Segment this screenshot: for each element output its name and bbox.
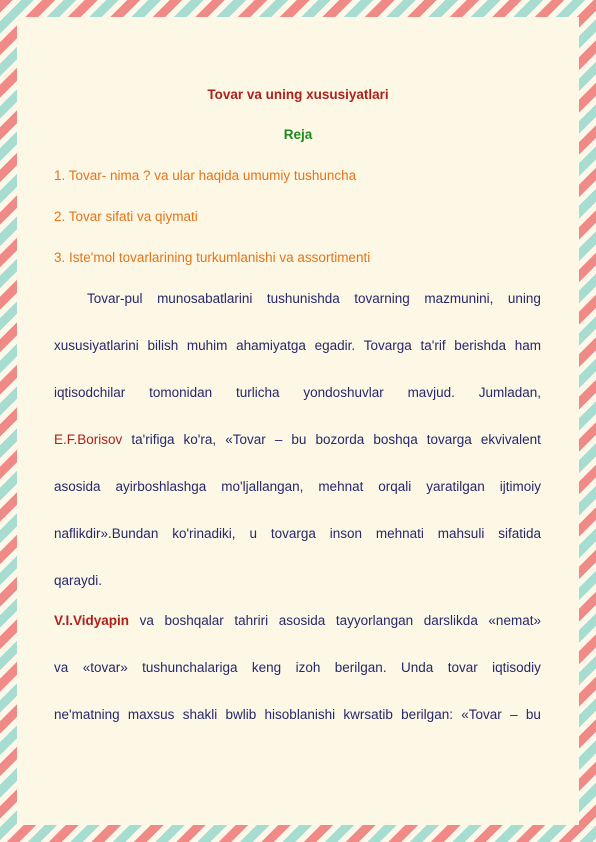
word: «Tovar — [461, 707, 502, 722]
word: ham — [514, 338, 541, 353]
plan-item-1: 1. Tovar- nima ? va ular haqida umumiy tushuncha — [54, 168, 357, 183]
word: shakli — [182, 707, 218, 722]
word: muhim — [186, 338, 228, 353]
paragraph-1-line-3 — [54, 384, 541, 402]
word: tushunishda — [266, 291, 340, 306]
word: yondoshuvlar — [303, 385, 384, 400]
paragraph-1-line-5 — [54, 478, 541, 496]
paragraph-2-line-1 — [54, 612, 541, 630]
word: tovar — [447, 660, 478, 675]
author-borisov: E.F.Borisov — [54, 432, 123, 447]
word: – — [510, 707, 518, 722]
word: munosabatlarini — [157, 291, 253, 306]
word: va — [54, 660, 69, 675]
plan-heading: Reja — [283, 127, 313, 142]
word: sifatida — [498, 526, 541, 541]
document-page — [17, 17, 579, 825]
word: ahamiyatga — [236, 338, 306, 353]
word: «nemat» — [488, 613, 541, 628]
word: hisoblanishi — [264, 707, 336, 722]
word: boshqa — [373, 432, 418, 447]
word: inson — [329, 526, 363, 541]
word: bozorda — [315, 432, 365, 447]
word: ekvivalent — [480, 432, 541, 447]
plan-item-2: 2. Tovar sifati va qiymati — [54, 209, 198, 224]
word: bu — [291, 432, 307, 447]
word: xususiyatlarini — [54, 338, 139, 353]
word: ta'rif — [420, 338, 446, 353]
word: tushunchalariga — [142, 660, 238, 675]
word: mahsuli — [437, 526, 485, 541]
word: turlicha — [236, 385, 280, 400]
paragraph-2-line-2 — [54, 659, 541, 677]
paragraph-1-line-4 — [54, 431, 541, 449]
word: mazmunini, — [424, 291, 494, 306]
word: Unda — [401, 660, 434, 675]
word: Jumladan, — [478, 385, 541, 400]
word: mehnat — [318, 479, 364, 494]
word: ko'rinadiki, — [172, 526, 236, 541]
word: tovarga — [426, 432, 472, 447]
word: – — [274, 432, 283, 447]
word: tahriri — [234, 613, 269, 628]
word: uning — [507, 291, 541, 306]
word: u — [249, 526, 257, 541]
plan-item-3: 3. Iste'mol tovarlarining turkumlanishi va assortimenti — [54, 250, 371, 265]
word: darslikda — [423, 613, 478, 628]
word: asosida — [54, 479, 101, 494]
word: mavjud. — [407, 385, 455, 400]
word: tovarga — [270, 526, 316, 541]
word: keng — [251, 660, 282, 675]
word: orqali — [378, 479, 412, 494]
word: naflikdir».Bundan — [54, 526, 159, 541]
word: Tovar-pul — [87, 291, 143, 306]
word: mo'ljallangan, — [221, 479, 304, 494]
word: «tovar» — [82, 660, 128, 675]
paragraph-1-line-6 — [54, 525, 541, 543]
word: mehnati — [375, 526, 424, 541]
author-vidyapin: V.I.Vidyapin — [54, 613, 130, 628]
word: iqtisodchilar — [54, 385, 126, 400]
word: tomonidan — [149, 385, 213, 400]
word: ta'rifiga — [131, 432, 175, 447]
word: ko'ra, — [183, 432, 217, 447]
word: berishda — [454, 338, 507, 353]
paragraph-1-line-1 — [87, 290, 541, 308]
word: yaratilgan — [426, 479, 485, 494]
word: ayirboshlashga — [115, 479, 207, 494]
word: ijtimoiy — [499, 479, 541, 494]
word: berilgan. — [334, 660, 387, 675]
document-title: Tovar va uning xususiyatlari — [207, 87, 389, 102]
word: berilgan: — [401, 707, 453, 722]
word: tayyorlangan — [335, 613, 414, 628]
paragraph-1-line-2 — [54, 337, 541, 355]
word: izoh — [295, 660, 321, 675]
paragraph-2-line-3 — [54, 706, 541, 724]
word: iqtisodiy — [492, 660, 541, 675]
word: egadir. — [314, 338, 356, 353]
word: bilish — [147, 338, 179, 353]
word: Tovarga — [363, 338, 412, 353]
word: asosida — [278, 613, 326, 628]
word: kwrsatib — [343, 707, 393, 722]
word: «Tovar — [225, 432, 266, 447]
word: boshqalar — [164, 613, 224, 628]
paragraph-1-last-line: qaraydi. — [54, 573, 103, 588]
word: ne'matning — [54, 707, 120, 722]
word: va — [139, 613, 154, 628]
word: bu — [525, 707, 541, 722]
word: maxsus — [127, 707, 175, 722]
word: bwlib — [225, 707, 257, 722]
word: tovarning — [354, 291, 410, 306]
